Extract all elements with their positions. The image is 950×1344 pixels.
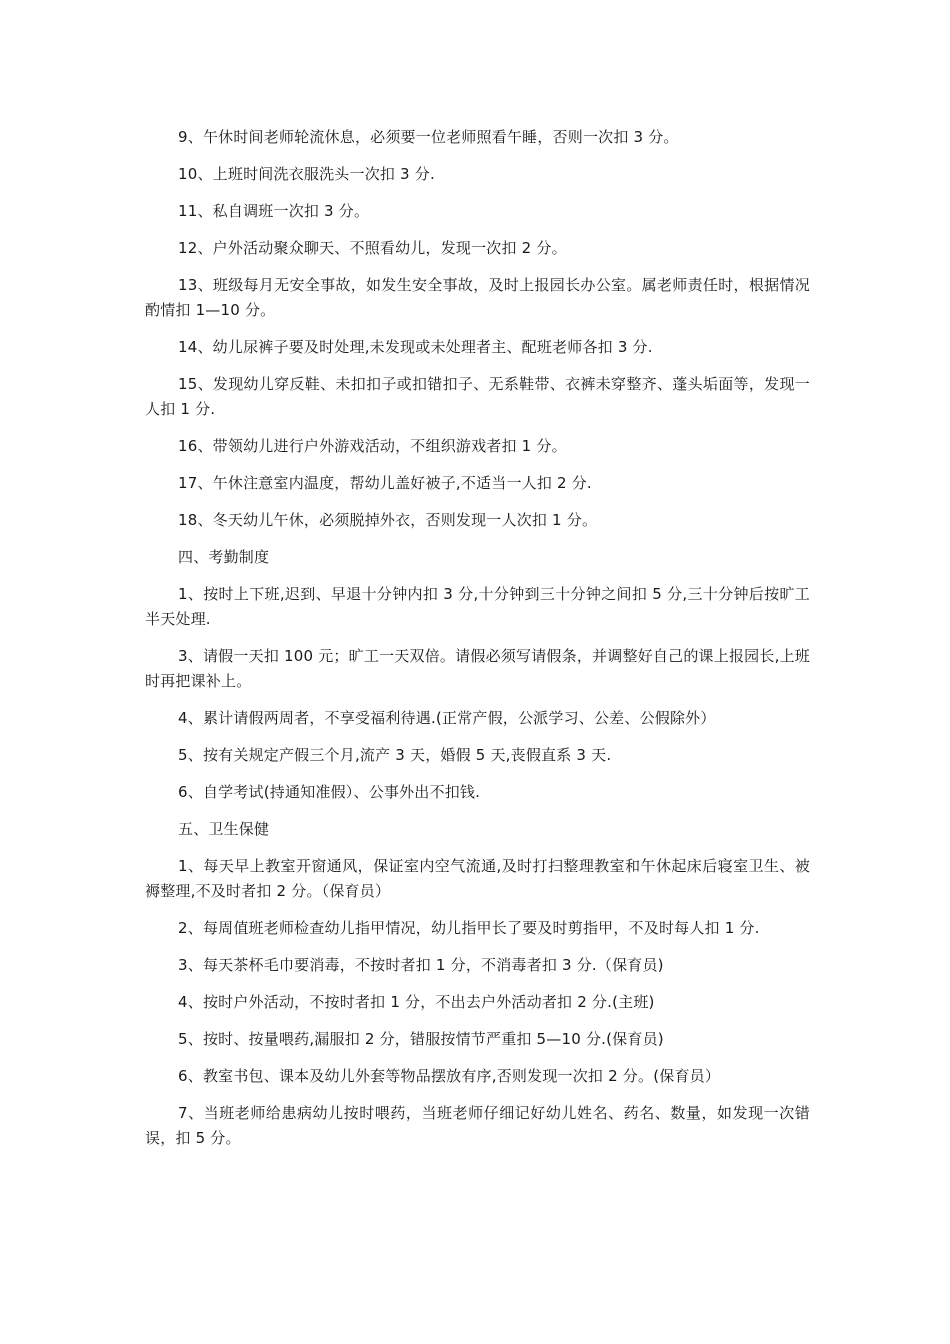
attendance-item-4: 4、累计请假两周者，不享受福利待遇.(正常产假，公派学习、公差、公假除外）: [178, 709, 716, 727]
hygiene-item-7: 7、当班老师给患病幼儿按时喂药，当班老师仔细记好幼儿姓名、药名、数量，如发现一次错误，扣 5 分。: [145, 1104, 810, 1147]
attendance-item-3: 3、请假一天扣 100 元；旷工一天双倍。请假必须写请假条，并调整好自己的课上报园长,上班时再把课补上。: [145, 647, 810, 690]
rule-item-13: 13、班级每月无安全事故，如发生安全事故，及时上报园长办公室。属老师责任时，根据情况酌情扣 1—10 分。: [145, 276, 810, 319]
rule-item-17: 17、午休注意室内温度，帮幼儿盖好被子,不适当一人扣 2 分.: [178, 474, 592, 492]
rule-item-15: 15、发现幼儿穿反鞋、未扣扣子或扣错扣子、无系鞋带、衣裤未穿整齐、蓬头垢面等，发现一人扣 1 分.: [145, 375, 810, 418]
attendance-item-1: 1、按时上下班,迟到、早退十分钟内扣 3 分,十分钟到三十分钟之间扣 5 分,三十分钟后按旷工半天处理.: [145, 585, 810, 628]
rule-item-14: 14、幼儿尿裤子要及时处理,未发现或未处理者主、配班老师各扣 3 分.: [178, 338, 653, 356]
section-heading-hygiene: 五、卫生保健: [178, 820, 270, 838]
hygiene-item-6: 6、教室书包、课本及幼儿外套等物品摆放有序,否则发现一次扣 2 分。(保育员）: [178, 1067, 721, 1085]
section-heading-attendance: 四、考勤制度: [178, 548, 270, 566]
document-body: [145, 125, 810, 1163]
hygiene-item-1: 1、每天早上教室开窗通风，保证室内空气流通,及时打扫整理教室和午休起床后寝室卫生、被褥整理,不及时者扣 2 分。（保育员）: [145, 857, 810, 900]
rule-item-9: 9、午休时间老师轮流休息，必须要一位老师照看午睡，否则一次扣 3 分。: [178, 128, 679, 146]
rule-item-18: 18、冬天幼儿午休，必须脱掉外衣，否则发现一人次扣 1 分。: [178, 511, 598, 529]
attendance-item-5: 5、按有关规定产假三个月,流产 3 天，婚假 5 天,丧假直系 3 天.: [178, 746, 612, 764]
rule-item-11: 11、私自调班一次扣 3 分。: [178, 202, 370, 220]
rule-item-12: 12、户外活动聚众聊天、不照看幼儿，发现一次扣 2 分。: [178, 239, 567, 257]
hygiene-item-2: 2、每周值班老师检查幼儿指甲情况，幼儿指甲长了要及时剪指甲，不及时每人扣 1 分.: [178, 919, 760, 937]
hygiene-item-4: 4、按时户外活动，不按时者扣 1 分，不出去户外活动者扣 2 分.(主班): [178, 993, 655, 1011]
rule-item-10: 10、上班时间洗衣服洗头一次扣 3 分.: [178, 165, 435, 183]
rule-item-16: 16、带领幼儿进行户外游戏活动，不组织游戏者扣 1 分。: [178, 437, 567, 455]
hygiene-item-5: 5、按时、按量喂药,漏服扣 2 分，错服按情节严重扣 5—10 分.(保育员): [178, 1030, 664, 1048]
hygiene-item-3: 3、每天茶杯毛巾要消毒，不按时者扣 1 分，不消毒者扣 3 分.（保育员): [178, 956, 664, 974]
attendance-item-6: 6、自学考试(持通知准假）、公事外出不扣钱.: [178, 783, 481, 801]
